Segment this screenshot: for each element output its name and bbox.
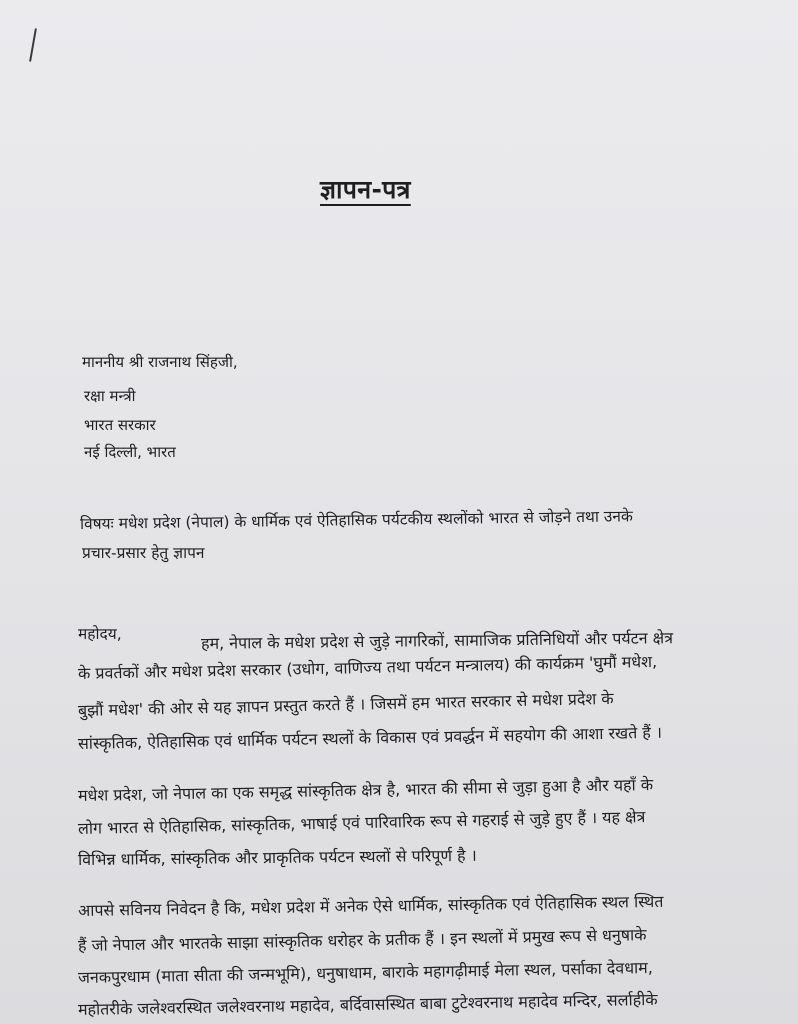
pen-mark <box>29 28 37 62</box>
paragraph-1-line-3: बुझौं मधेश' की ओर से यह ज्ञापन प्रस्तुत करते हैं । जिसमें हम भारत सरकार से मधेश प्रदेश के <box>77 688 614 720</box>
paragraph-2-line-1: मधेश प्रदेश, जो नेपाल का एक समृद्ध सांस्कृतिक क्षेत्र है, भारत की सीमा से जुड़ा हुआ है और यहाँ के <box>77 774 654 805</box>
addressee-designation: रक्षा मन्त्री <box>84 387 136 405</box>
paragraph-1-line-2: के प्रवर्तकों और मधेश प्रदेश सरकार (उधोग, वाणिज्य तथा पर्यटन मन्त्रालय) की कार्यक्रम 'घुमौं मधेश, <box>77 651 658 683</box>
document-title: ज्ञापन-पत्र <box>320 175 411 204</box>
paragraph-3-line-4: महोतरीके जलेश्वरस्थित जलेश्वरनाथ महादेव, बर्दिवासस्थित बाबा टुटेश्वरनाथ महादेव मन्दिर, सर्लाहीके <box>77 989 658 1019</box>
paragraph-2-line-3: विभिन्न धार्मिक, सांस्कृतिक और प्राकृतिक पर्यटन स्थलों से परिपूर्ण है । <box>77 845 477 869</box>
paragraph-3-line-1: आपसे सविनय निवेदन है कि, मधेश प्रदेश में अनेक ऐसे धार्मिक, सांस्कृतिक एवं ऐतिहासिक स्थल स्थित <box>77 891 664 920</box>
subject-line-1: विषयः मधेश प्रदेश (नेपाल) के धार्मिक एवं ऐतिहासिक पर्यटकीय स्थलोंको भारत से जोड़ने तथा उनके <box>79 507 633 533</box>
paragraph-3-line-3: जनकपुरधाम (माता सीता की जन्मभूमि), धनुषाधाम, बाराके महागढ़ीमाई मेला स्थल, पर्साका देवधाम, <box>77 957 654 987</box>
paragraph-1-line-4: सांस्कृतिक, ऐतिहासिक एवं धार्मिक पर्यटन स्थलों के विकास एवं प्रवर्द्धन में सहयोग की आशा रखते हैं । <box>77 722 663 753</box>
addressee-location: नई दिल्ली, भारत <box>84 443 176 461</box>
paragraph-2-line-2: लोग भारत से ऐतिहासिक, सांस्कृतिक, भाषाई एवं पारिवारिक रूप से गहराई से जुड़े हुए हैं । यह क्षेत्र <box>77 807 646 838</box>
salutation: महोदय, <box>78 625 122 643</box>
paragraph-3-line-2: हैं जो नेपाल और भारतके साझा सांस्कृतिक धरोहर के प्रतीक हैं । इन स्थलों में प्रमुख रूप से धनुषाके <box>77 925 647 955</box>
subject-line-2: प्रचार-प्रसार हेतु ज्ञापन <box>82 544 205 562</box>
paragraph-1-line-1: हम, नेपाल के मधेश प्रदेश से जुड़े नागरिकों, सामाजिक प्रतिनिधियों और पर्यटन क्षेत्र <box>200 628 674 653</box>
addressee-name: माननीय श्री राजनाथ सिंहजी, <box>82 353 238 371</box>
addressee-government: भारत सरकार <box>84 416 156 434</box>
